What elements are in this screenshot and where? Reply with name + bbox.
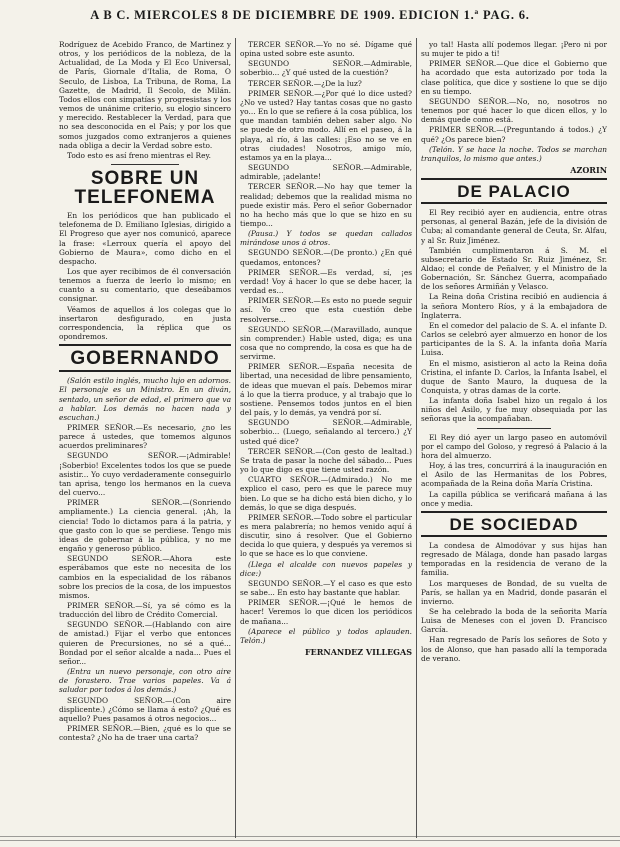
divider	[477, 428, 551, 429]
column-rule	[235, 38, 236, 838]
intro-paragraph: Rodríguez de Acebido Franco, de Martinez y otros, y los periódicos de la nobleza, de la Actualidad, de La Moda y El Eco Universal, de París, Giornale d'Italia, de Roma, O Seculo, de Lisboa, La Tribuna, de Roma, La Gazette, de Madrid, Il Secolo, de Milán. Todos ellos con simpatías y progresistas y los vemos de unánime criterio, su elogio sincero y merecido. Restablecer la Verdad, para que no sea desconocida en el País; y por los que somos juzgados como extranjeros a quienes nada obliga a decir la Verdad sobre esto.	[59, 40, 231, 150]
body-paragraph: Se ha celebrado la boda de la señorita María Luisa de Meneses con el joven D. Francisco García.	[421, 606, 607, 635]
column-rule	[416, 38, 417, 838]
dialogue-line: TERCER SEÑOR.—(Con gesto de lealtad.) Se trata de pasar la noche del sábado... Pues yo lo que digo es que tiene usted razón.	[240, 446, 412, 475]
divider	[111, 164, 180, 165]
body-paragraph: Los que ayer recibimos de él conversación tenemos a fuerza de leerlo lo mismo; en cuanto a su comentario, que deseábamos consignar.	[59, 266, 231, 304]
column-1	[59, 40, 231, 840]
dialogue-line: PRIMER SEÑOR.—Todo sobre el particular es mera palabrería; no hemos venido aquí á discutir, sino á resolver. Que el Gobierno decida lo que quiera, y después ya veremos si lo que se hace es lo que conviene.	[240, 512, 412, 559]
dialogue-line: PRIMER SEÑOR.—Es esto no puede seguir así. Yo creo que esta cuestión debe resolverse...	[240, 296, 412, 324]
bottom-edge-marks	[0, 833, 620, 841]
section-title-gobernando: GOBERNANDO	[59, 344, 231, 372]
dialogue-line: PRIMER SEÑOR.—¿Por qué lo dice usted? ¿No ve usted? Hay tantas cosas que no gasto yo... En lo que se refiere á la cosa pública, los que mandan también deben saber algo. No se puede de otro modo. Allí en el paseo, á la playa, al río, á las calles: ¡Eso no se ve en otras ciudades! Nosotros, amigo mío, estamos ya en la playa...	[240, 88, 412, 162]
dialogue-line: PRIMER SEÑOR.—¡Qué le hemos de hacer! Veremos lo que dicen los periódicos de mañana...	[240, 598, 412, 626]
body-paragraph: Los marqueses de Bondad, de su vuelta de París, se hallan ya en Madrid, donde pasarán el invierno.	[421, 578, 607, 606]
body-paragraph: La condesa de Almodóvar y sus hijas han regresado de Málaga, donde han pasado largas temporadas en la residencia de verano de la familia.	[421, 540, 607, 578]
stage-direction: (Entra un nuevo personaje, con otro aire de forastero. Trae varios papeles. Va á saludar por todos á los demás.)	[59, 667, 231, 695]
dialogue-line: SEGUNDO SEÑOR.—Y el caso es que esto se sabe... En esto hay bastante que hablar.	[240, 578, 412, 598]
page-header	[0, 0, 620, 28]
dialogue-line: TERCER SEÑOR.—No hay que temer la realidad; debemos que la realidad misma no puede existir más. Pero el señor Gobernador no ha hecho más que lo que se hizo en su tiempo...	[240, 182, 412, 228]
body-paragraph: En los periódicos que han publicado el telefonema de D. Emiliano Iglesias, dirigido a El Progreso que ayer nos comunicó, aparece la frase: «Lerroux quería el apoyo del Gobierno de Maura», como dicho en el despacho.	[59, 211, 231, 266]
dialogue-line: yo tal! Hasta allí podemos llegar. ¡Pero ni por su mujer te pido a ti!	[421, 40, 607, 59]
body-paragraph: En el comedor del palacio de S. A. el infante D. Carlos se celebró ayer almuerzo en honor de los participantes de la S. A. la infanta doña María Luisa.	[421, 320, 607, 358]
author-signature: FERNANDEZ VILLEGAS	[304, 647, 412, 657]
stage-direction: (Telón. Y se hace la noche. Todos se marchan tranquilos, lo mismo que antes.)	[421, 144, 607, 163]
intro-paragraph: Todo esto es así freno mientras el Rey.	[67, 150, 212, 160]
dialogue-line: SEGUNDO SEÑOR.—Admirable, soberbio... ¿Y qué usted de la cuestión?	[240, 59, 412, 78]
dialogue-line: PRIMER SEÑOR.—Sí, ya sé cómo es la traducción del libro de Crédito Comercial.	[59, 600, 231, 620]
dialogue-line: SEGUNDO SEÑOR.—(Hablando con aire de amistad.) Fijar el verbo que entonces quieren de Precursiones, no sé a qué... Bondad por el señor alcalde a nada... Pues el señor...	[59, 620, 231, 666]
stage-direction: (Aparece el público y todos aplauden. Telón.)	[240, 626, 412, 645]
dialogue-line: PRIMER SEÑOR.—(Preguntando á todos.) ¿Y qué? ¿Os parece bien?	[421, 125, 607, 144]
body-paragraph: Hoy, á las tres, concurrirá á la inauguración en el Asilo de las Hermanitas de los Pobres, acompañada de la Reina doña María Cristina.	[421, 461, 607, 489]
body-paragraph: El Rey dió ayer un largo paseo en automóvil por el campo del Goloso, y regresó á Palacio á la hora del almuerzo.	[421, 432, 607, 460]
dialogue-line: SEGUNDO SEÑOR.—¡Admirable! ¡Soberbio! Excelentes todos los que se puede asistir... Yo cuyo verdaderamente conseguirlo tan aprisa, tengo los hermanos en la cueva del cuervo...	[59, 451, 231, 498]
body-paragraph: La capilla pública se verificará mañana á las once y media.	[421, 489, 607, 508]
body-paragraph: Véamos de aquellos á los colegas que lo insertaron desfigurado, en justa correspondencia, la réplica que os opondremos.	[59, 304, 231, 342]
column-2	[240, 40, 412, 840]
dialogue-line: TERCER SEÑOR.—Yo no sé. Dígame qué opina usted sobre este asunto.	[240, 40, 412, 59]
dialogue-line: SEGUNDO SEÑOR.—(De pronto.) ¿En qué quedamos, entonces?	[240, 248, 412, 267]
body-paragraph: También cumplimentaron á S. M. el subsecretario de Estado Sr. Ruiz Jiménez, Sr. Aldao; el conde de Peñalver, y el Ministro de la Gobernación, Sr. Sánchez Guerra, acompañado de los señores Armiñán y Velasco.	[421, 245, 607, 292]
stage-direction: (Salón estilo inglés, mucho lujo en adornos. El personaje es un Ministro. En un diván, sentado, un señor de edad, el primero que va a hablar. Los demás no hacen nada y escuchan.)	[59, 376, 231, 422]
stage-direction: (Llega el alcalde con nuevos papeles y dice:)	[240, 559, 412, 578]
body-paragraph: La infanta doña Isabel hizo un regalo á los niños del Asilo, y fue muy obsequiada por las señoras que la acompañaban.	[421, 396, 607, 424]
dialogue-line: TERCER SEÑOR.—¿De la luz?	[248, 78, 362, 88]
dialogue-line: SEGUNDO SEÑOR.—(Maravillado, aunque sin comprender.) Hable usted, diga; es una cosa que no comprendo, la cosa es que ha de servirme.	[240, 324, 412, 362]
header-line: A B C. MIERCOLES 8 DE DICIEMBRE DE 1909. EDICION 1.ª PAG. 6.	[90, 8, 530, 22]
section-title-sociedad: DE SOCIEDAD	[421, 511, 607, 537]
dialogue-line: PRIMER SEÑOR.—Es verdad, sí, ¡es verdad! Voy á hacer lo que se debe hacer, la verdad es...	[240, 267, 412, 296]
dialogue-line: PRIMER SEÑOR.—Es necesario, ¿no les parece á ustedes, que tomemos algunos acuerdos preliminares?	[59, 423, 231, 451]
dialogue-line: PRIMER SEÑOR.—Bien, ¿qué es lo que se contesta? ¿No ha de traer una carta?	[59, 724, 231, 743]
dialogue-line: SEGUNDO SEÑOR.—Admirable, admirable, ¡adelante!	[240, 163, 412, 182]
dialogue-line: PRIMER SEÑOR.—Que dice el Gobierno que ha acordado que esta autorizado por toda la clase política, que dice y sostiene lo que se dijo en su tiempo.	[421, 59, 607, 96]
dialogue-line: SEGUNDO SEÑOR.—No, no, nosotros no tenemos por qué hacer lo que dicen ellos, y lo demás quede como está.	[421, 96, 607, 125]
dialogue-line: PRIMER SEÑOR.—España necesita de libertad, una necesidad de libre pensamiento, de ideas que muevan el país. Debemos mirar á lo que la tierra produce, y al trabajo que lo sostiene. Pensemos todos juntos en el bien del país, y lo demás, ya vendrá por sí.	[240, 362, 412, 418]
body-paragraph: En el mismo, asistieron al acto la Reina doña Cristina, el infante D. Carlos, la Infanta Isabel, el duque de Santo Mauro, la duquesa de la Conquista, y otras damas de la corte.	[421, 358, 607, 395]
dialogue-line: SEGUNDO SEÑOR.—Admirable, soberbio... (Luego, señalando al tercero.) ¿Y usted qué dice?	[240, 418, 412, 446]
dialogue-line: SEGUNDO SEÑOR.—(Con aire displicente.) ¿Cómo se llama á esto? ¿Qué es aquello? Pues pasamos á otros negocios...	[59, 695, 231, 723]
column-3	[421, 40, 607, 840]
body-paragraph: La Reina doña Cristina recibió en audiencia á la señora Montero Ríos, y á la embajadora de Inglaterra.	[421, 292, 607, 320]
body-paragraph: Han regresado de París los señores de Soto y los de Alonso, que han pasado allí la temporada de verano.	[421, 635, 607, 663]
section-title-palacio: DE PALACIO	[421, 178, 607, 204]
dialogue-line: SEGUNDO SEÑOR.—Ahora este esperábamos que este no necesita de los cambios en la especialidad de los rábanos sobre los precios de la cosa, de los impuestos mismos.	[59, 554, 231, 600]
dialogue-line: CUARTO SEÑOR.—(Admirado.) No me explico el caso, pero es que le parece muy bien. Lo que se ha dicho está bien dicho, y lo demás, lo que se diga después.	[240, 475, 412, 512]
author-signature: AZORIN	[570, 165, 607, 176]
body-paragraph: El Rey recibió ayer en audiencia, entre otras personas, al general Bazán, jefe de la división de Cuba; al comandante general de Ceuta, Sr. Alfau, y al Sr. Ruiz Jiménez.	[421, 208, 607, 245]
dialogue-line: PRIMER SEÑOR.—(Sonriendo ampliamente.) La ciencia general. ¡Ah, la ciencia! Todo lo dictamos para á la patria, y que gasto con lo que se perdiese. Tengo mis ideas de gobernar á la pública, y no me engaño y generoso público.	[59, 498, 231, 554]
stage-direction: (Pausa.) Y todos se quedan callados mirándose unos á otros.	[240, 229, 412, 248]
section-title-telefonema: SOBRE UN TELEFONEMA	[74, 168, 216, 209]
